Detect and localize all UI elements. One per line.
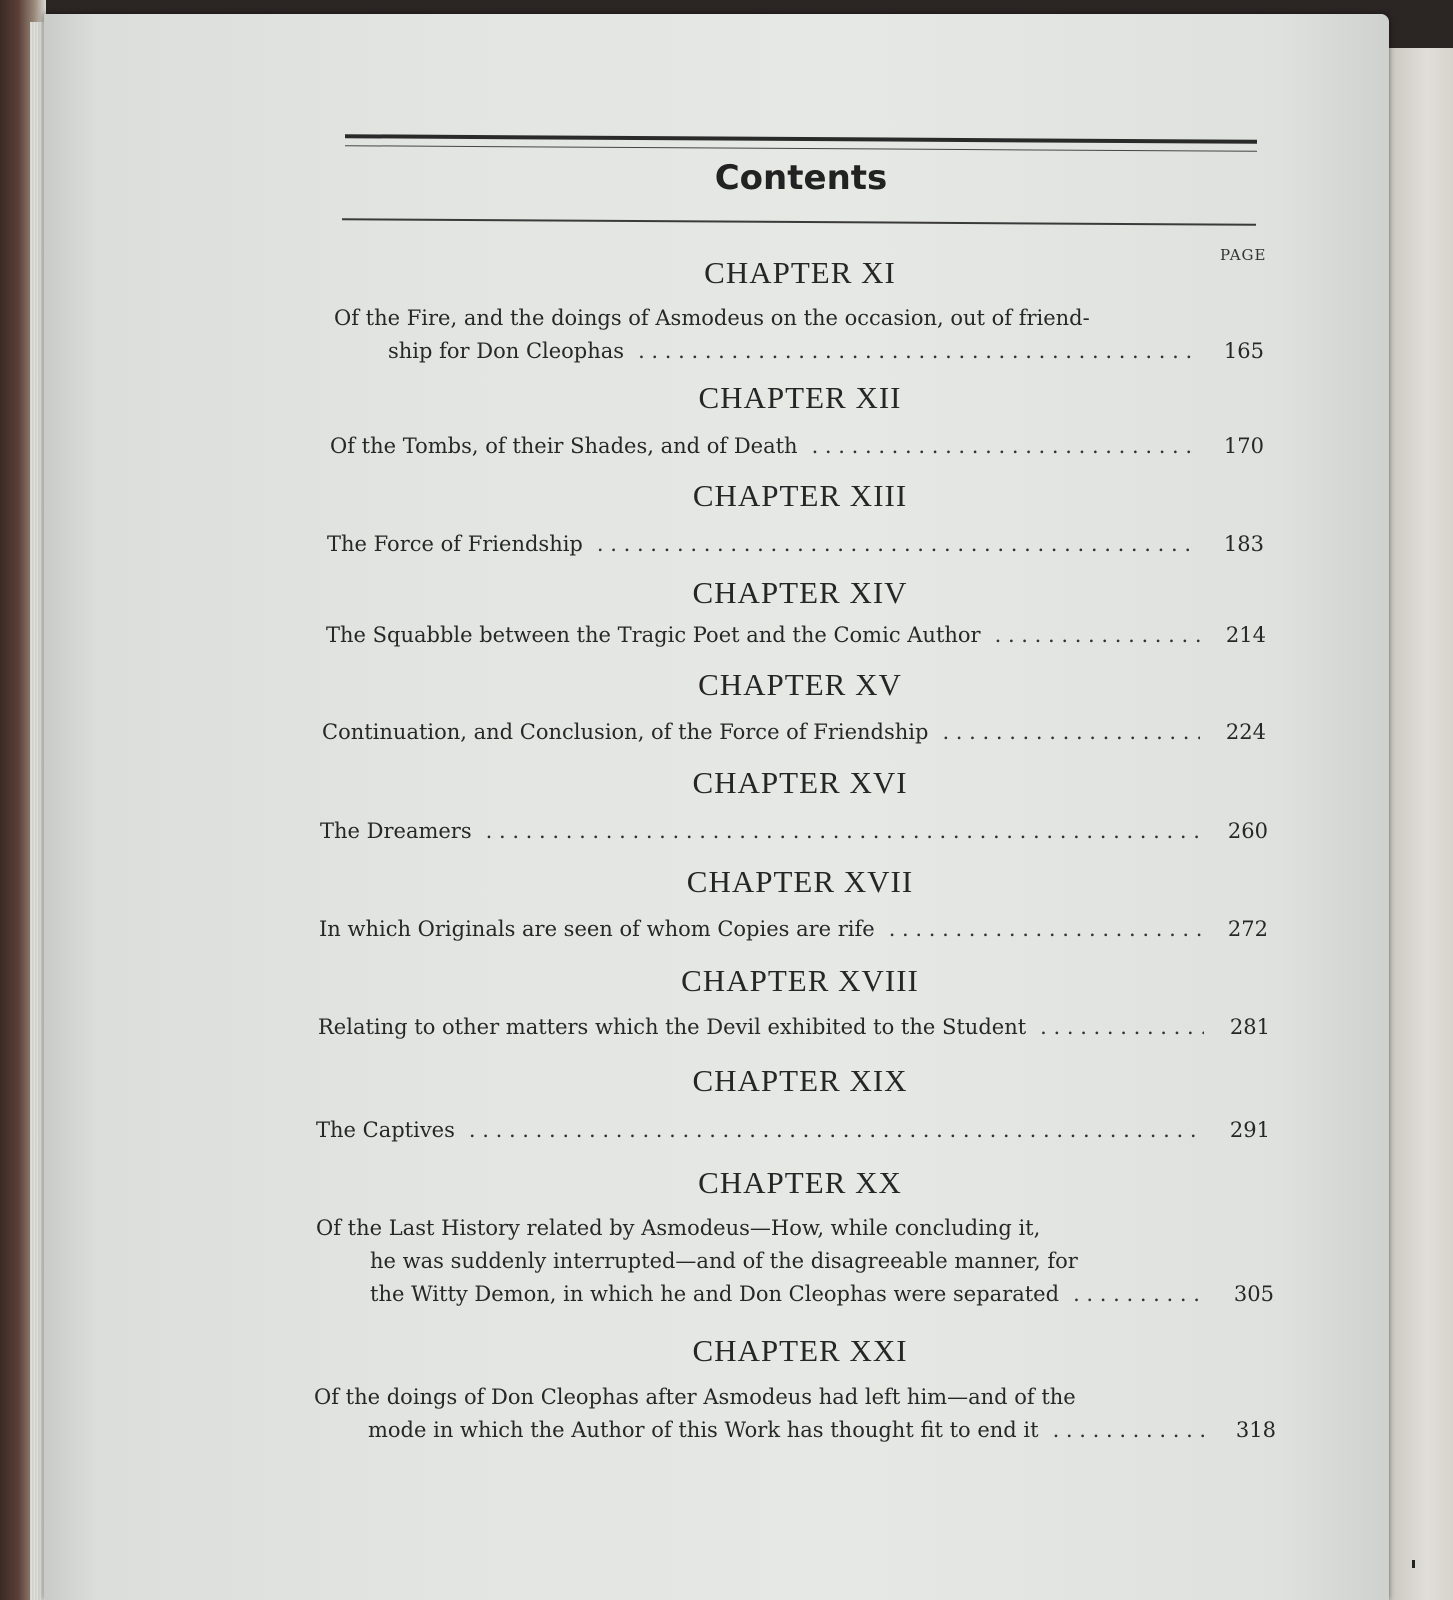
entry-text: The Dreamers [320, 819, 472, 843]
entry-line [326, 619, 1266, 652]
chapter-heading: CHAPTER XVI [692, 765, 908, 800]
dot-leader [889, 913, 1202, 946]
entry-line [319, 913, 1268, 946]
page-number: 291 [1229, 1118, 1270, 1142]
entry-line [334, 302, 1264, 335]
toc-entry [330, 430, 1264, 463]
dot-leader [942, 716, 1200, 749]
dot-leader [1073, 1278, 1208, 1311]
page-number: 305 [1233, 1282, 1274, 1306]
toc-entry [318, 1011, 1270, 1044]
toc-entry [319, 913, 1268, 946]
entry-text: the Witty Demon, in which he and Don Cleophas were separated [370, 1282, 1060, 1306]
chapter-heading: CHAPTER XIX [692, 1063, 908, 1098]
entry-line [316, 1212, 1274, 1245]
dot-leader [812, 430, 1198, 463]
entry-line [316, 1245, 1274, 1278]
facing-page-edge [1386, 48, 1453, 1600]
toc-entry [322, 716, 1266, 749]
page-column-label: PAGE [1220, 246, 1267, 264]
entry-text: Of the Tombs, of their Shades, and of Death [330, 434, 798, 458]
entry-text: mode in which the Author of this Work has thought fit to end it [368, 1418, 1039, 1442]
entry-text: The Squabble between the Tragic Poet and the Comic Author [326, 623, 981, 647]
entry-text: he was suddenly interrupted—and of the disagreeable manner, for [370, 1249, 1078, 1273]
entry-line [320, 815, 1268, 848]
chapter-heading: CHAPTER XII [698, 380, 902, 415]
page-title: Contents [714, 158, 888, 198]
page-number: 224 [1225, 720, 1266, 744]
chapter-heading: CHAPTER XVIII [681, 963, 919, 998]
entry-text: The Captives [316, 1118, 455, 1142]
chapter-heading: CHAPTER XX [698, 1165, 902, 1200]
entry-line [314, 1381, 1276, 1414]
entry-line [330, 430, 1264, 463]
entry-line [318, 1011, 1270, 1044]
dot-leader [1040, 1011, 1204, 1044]
paper-speck [1412, 1560, 1415, 1568]
chapter-heading: CHAPTER XVII [686, 864, 914, 899]
chapter-heading: CHAPTER XIII [692, 478, 908, 513]
dot-leader [638, 335, 1198, 368]
page-number: 183 [1223, 532, 1264, 556]
page-number: 272 [1227, 917, 1268, 941]
entry-text: In which Originals are seen of whom Copies are rife [319, 917, 875, 941]
toc-entry [316, 1114, 1270, 1147]
entry-text: Of the Last History related by Asmodeus—How, while concluding it, [316, 1216, 1041, 1240]
chapter-heading: CHAPTER XXI [692, 1333, 908, 1368]
chapter-heading: CHAPTER XIV [692, 575, 908, 610]
entry-line [316, 1278, 1274, 1311]
entry-text: Continuation, and Conclusion, of the Force of Friendship [322, 720, 929, 744]
chapter-heading: CHAPTER XV [698, 667, 902, 702]
entry-text: The Force of Friendship [327, 532, 583, 556]
dot-leader [1053, 1414, 1210, 1447]
toc-entry [327, 528, 1264, 561]
entry-text: Of the doings of Don Cleophas after Asmodeus had left him—and of the [314, 1385, 1076, 1409]
entry-text: Of the Fire, and the doings of Asmodeus on the occasion, out of friend- [334, 306, 1090, 330]
toc-entry [326, 619, 1266, 652]
page-number: 214 [1225, 623, 1266, 647]
toc-entry [334, 302, 1264, 368]
page-number: 281 [1229, 1015, 1270, 1039]
page-number: 318 [1235, 1418, 1276, 1442]
page-number: 165 [1223, 339, 1264, 363]
entry-line [327, 528, 1264, 561]
dot-leader [469, 1114, 1204, 1147]
entry-text: ship for Don Cleophas [388, 339, 625, 363]
dot-leader [995, 619, 1200, 652]
entry-line [334, 335, 1264, 368]
page-number: 260 [1227, 819, 1268, 843]
toc-entry [320, 815, 1268, 848]
page-number: 170 [1223, 434, 1264, 458]
entry-text: Relating to other matters which the Devil exhibited to the Student [318, 1015, 1027, 1039]
entry-line [316, 1114, 1270, 1147]
toc-entry [314, 1381, 1276, 1447]
dot-leader [597, 528, 1198, 561]
entry-line [314, 1414, 1276, 1447]
toc-entry [316, 1212, 1274, 1311]
chapter-heading: CHAPTER XI [704, 255, 896, 290]
entry-line [322, 716, 1266, 749]
dot-leader [486, 815, 1202, 848]
